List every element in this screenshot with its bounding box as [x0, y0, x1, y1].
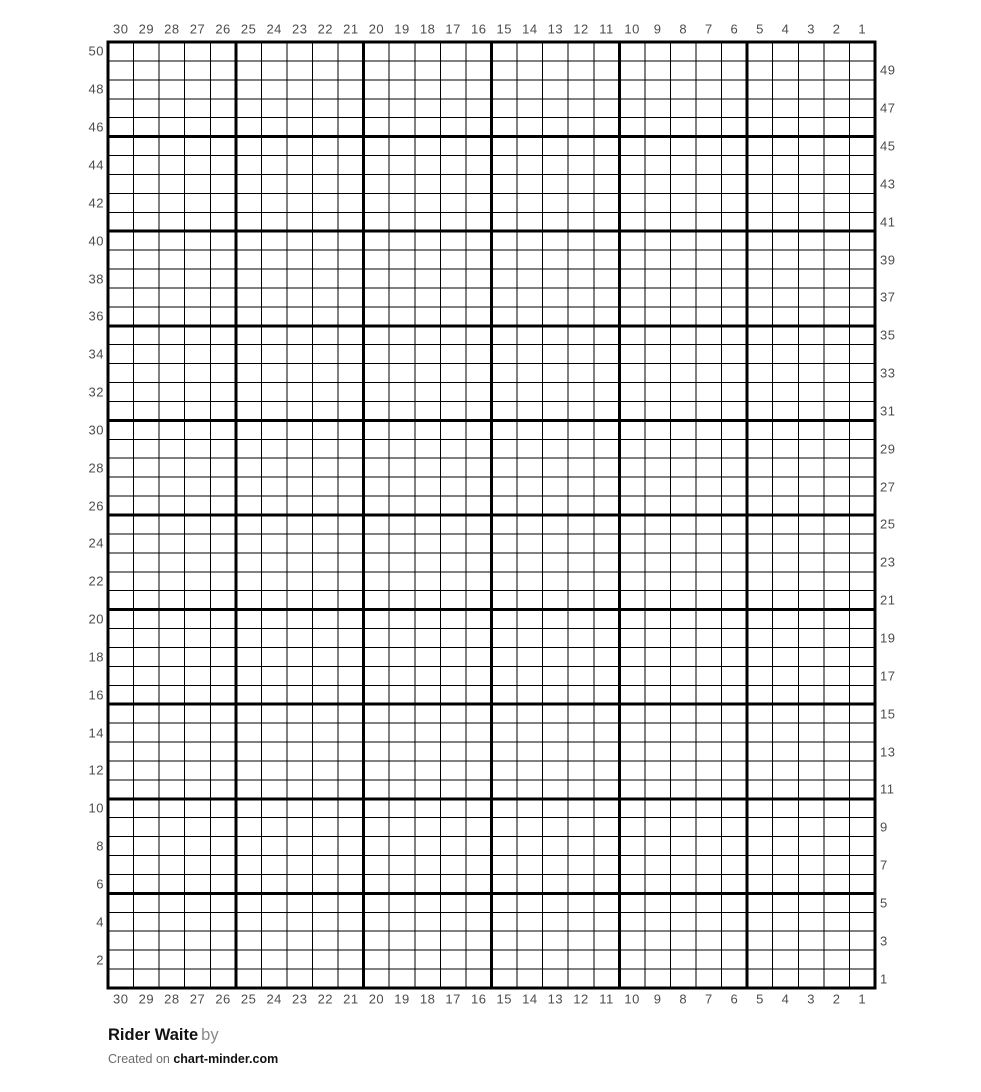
column-label-top: 17 — [445, 21, 461, 37]
row-label-right: 1 — [880, 971, 888, 987]
row-label-left: 4 — [96, 914, 104, 930]
column-label-top: 27 — [189, 21, 206, 37]
row-label-right: 25 — [880, 516, 896, 532]
row-label-right: 9 — [880, 819, 888, 835]
row-label-right: 17 — [880, 668, 896, 684]
row-label-right: 49 — [880, 62, 896, 78]
column-label-top: 30 — [113, 21, 129, 37]
column-label-bottom: 3 — [807, 991, 815, 1007]
credit-line — [108, 1051, 278, 1067]
row-label-right: 11 — [880, 781, 895, 797]
row-label-right: 21 — [880, 592, 896, 608]
row-label-left: 12 — [88, 762, 104, 778]
row-label-left: 30 — [88, 422, 104, 438]
column-label-top: 5 — [756, 21, 764, 37]
row-label-right: 15 — [880, 706, 896, 722]
column-label-top: 1 — [858, 21, 867, 37]
row-label-left: 48 — [88, 81, 104, 97]
column-label-bottom: 30 — [113, 991, 129, 1007]
column-label-bottom: 28 — [164, 991, 180, 1007]
row-label-right: 27 — [880, 479, 896, 495]
row-label-right: 33 — [880, 365, 896, 381]
chart-footer — [108, 1024, 278, 1067]
column-label-bottom: 23 — [292, 991, 308, 1007]
row-label-right: 23 — [880, 554, 896, 570]
column-label-bottom: 6 — [730, 991, 739, 1007]
column-label-bottom: 15 — [496, 991, 513, 1007]
row-label-right: 39 — [880, 252, 896, 268]
column-label-bottom: 4 — [781, 991, 790, 1007]
column-label-bottom: 9 — [653, 991, 662, 1007]
column-label-top: 8 — [679, 21, 688, 37]
row-label-right: 47 — [880, 100, 896, 116]
row-label-right: 41 — [880, 214, 896, 230]
row-label-right: 37 — [880, 289, 896, 305]
row-label-right: 31 — [880, 403, 896, 419]
column-label-top: 3 — [807, 21, 815, 37]
column-label-top: 24 — [266, 21, 282, 37]
row-label-left: 8 — [96, 838, 104, 854]
credit-site: chart-minder.com — [173, 1052, 279, 1066]
column-label-bottom: 10 — [624, 991, 640, 1007]
column-label-bottom: 8 — [679, 991, 688, 1007]
column-label-bottom: 14 — [522, 991, 538, 1007]
column-label-top: 20 — [368, 21, 385, 37]
row-label-left: 6 — [96, 876, 104, 892]
column-label-top: 13 — [547, 21, 564, 37]
row-label-left: 28 — [88, 460, 104, 476]
row-label-left: 26 — [88, 498, 104, 514]
column-label-bottom: 26 — [215, 991, 231, 1007]
row-label-right: 35 — [880, 327, 896, 343]
credit-created-on: Created on — [108, 1052, 170, 1066]
column-label-top: 10 — [624, 21, 640, 37]
chart-author-by: by — [201, 1026, 219, 1044]
column-label-top: 28 — [164, 21, 180, 37]
column-label-bottom: 11 — [599, 991, 614, 1007]
row-label-left: 38 — [88, 271, 104, 286]
column-label-bottom: 19 — [394, 991, 410, 1007]
column-label-bottom: 17 — [445, 991, 461, 1007]
column-label-top: 11 — [599, 21, 614, 37]
row-label-left: 10 — [88, 800, 104, 816]
column-label-bottom: 27 — [189, 991, 206, 1007]
column-label-top: 22 — [317, 21, 334, 37]
row-label-left: 40 — [88, 233, 104, 249]
row-label-left: 46 — [88, 119, 104, 135]
row-label-right: 3 — [880, 933, 888, 949]
column-label-top: 19 — [394, 21, 410, 37]
row-label-left: 32 — [88, 384, 104, 400]
row-label-left: 16 — [88, 687, 104, 703]
row-label-right: 43 — [880, 176, 896, 192]
column-label-top: 26 — [215, 21, 231, 37]
column-label-top: 9 — [653, 21, 662, 37]
column-label-top: 18 — [419, 21, 436, 37]
row-label-right: 7 — [880, 857, 888, 873]
row-label-left: 50 — [88, 43, 104, 59]
row-label-left: 2 — [96, 952, 104, 968]
column-label-top: 25 — [240, 21, 257, 37]
column-label-top: 29 — [138, 21, 155, 37]
row-label-left: 14 — [88, 725, 104, 741]
column-label-bottom: 24 — [266, 991, 282, 1007]
column-label-top: 12 — [573, 21, 589, 37]
row-label-right: 45 — [880, 138, 896, 154]
column-label-top: 15 — [496, 21, 513, 37]
column-label-bottom: 5 — [756, 991, 764, 1007]
chart-title: Rider Waite — [108, 1026, 199, 1044]
row-label-right: 19 — [880, 630, 896, 646]
row-label-left: 18 — [88, 649, 104, 665]
row-label-right: 13 — [880, 744, 896, 759]
column-label-top: 21 — [343, 21, 359, 37]
column-label-bottom: 21 — [343, 991, 359, 1007]
column-label-bottom: 7 — [704, 991, 713, 1007]
column-label-bottom: 2 — [832, 991, 841, 1007]
row-label-left: 34 — [88, 346, 104, 362]
chart-grid — [108, 42, 875, 988]
column-label-bottom: 25 — [240, 991, 257, 1007]
chart-title-line — [108, 1024, 278, 1046]
row-label-right: 29 — [880, 441, 896, 457]
column-label-top: 6 — [730, 21, 739, 37]
column-label-bottom: 20 — [368, 991, 385, 1007]
column-label-top: 2 — [832, 21, 841, 37]
column-label-bottom: 16 — [470, 991, 487, 1007]
row-label-right: 5 — [880, 895, 888, 911]
row-label-left: 44 — [88, 157, 104, 173]
column-label-bottom: 1 — [858, 991, 867, 1007]
column-label-bottom: 22 — [317, 991, 334, 1007]
row-label-left: 20 — [88, 611, 104, 627]
column-label-bottom: 12 — [573, 991, 589, 1007]
row-label-left: 36 — [88, 308, 104, 324]
row-label-left: 22 — [88, 573, 104, 589]
column-label-top: 4 — [781, 21, 790, 37]
column-label-bottom: 29 — [138, 991, 155, 1007]
column-label-bottom: 18 — [419, 991, 436, 1007]
column-label-top: 14 — [522, 21, 538, 37]
column-label-bottom: 13 — [547, 991, 564, 1007]
row-label-left: 42 — [88, 195, 104, 211]
row-label-left: 24 — [88, 535, 104, 551]
column-label-top: 16 — [470, 21, 487, 37]
column-label-top: 7 — [704, 21, 713, 37]
column-label-top: 23 — [292, 21, 308, 37]
